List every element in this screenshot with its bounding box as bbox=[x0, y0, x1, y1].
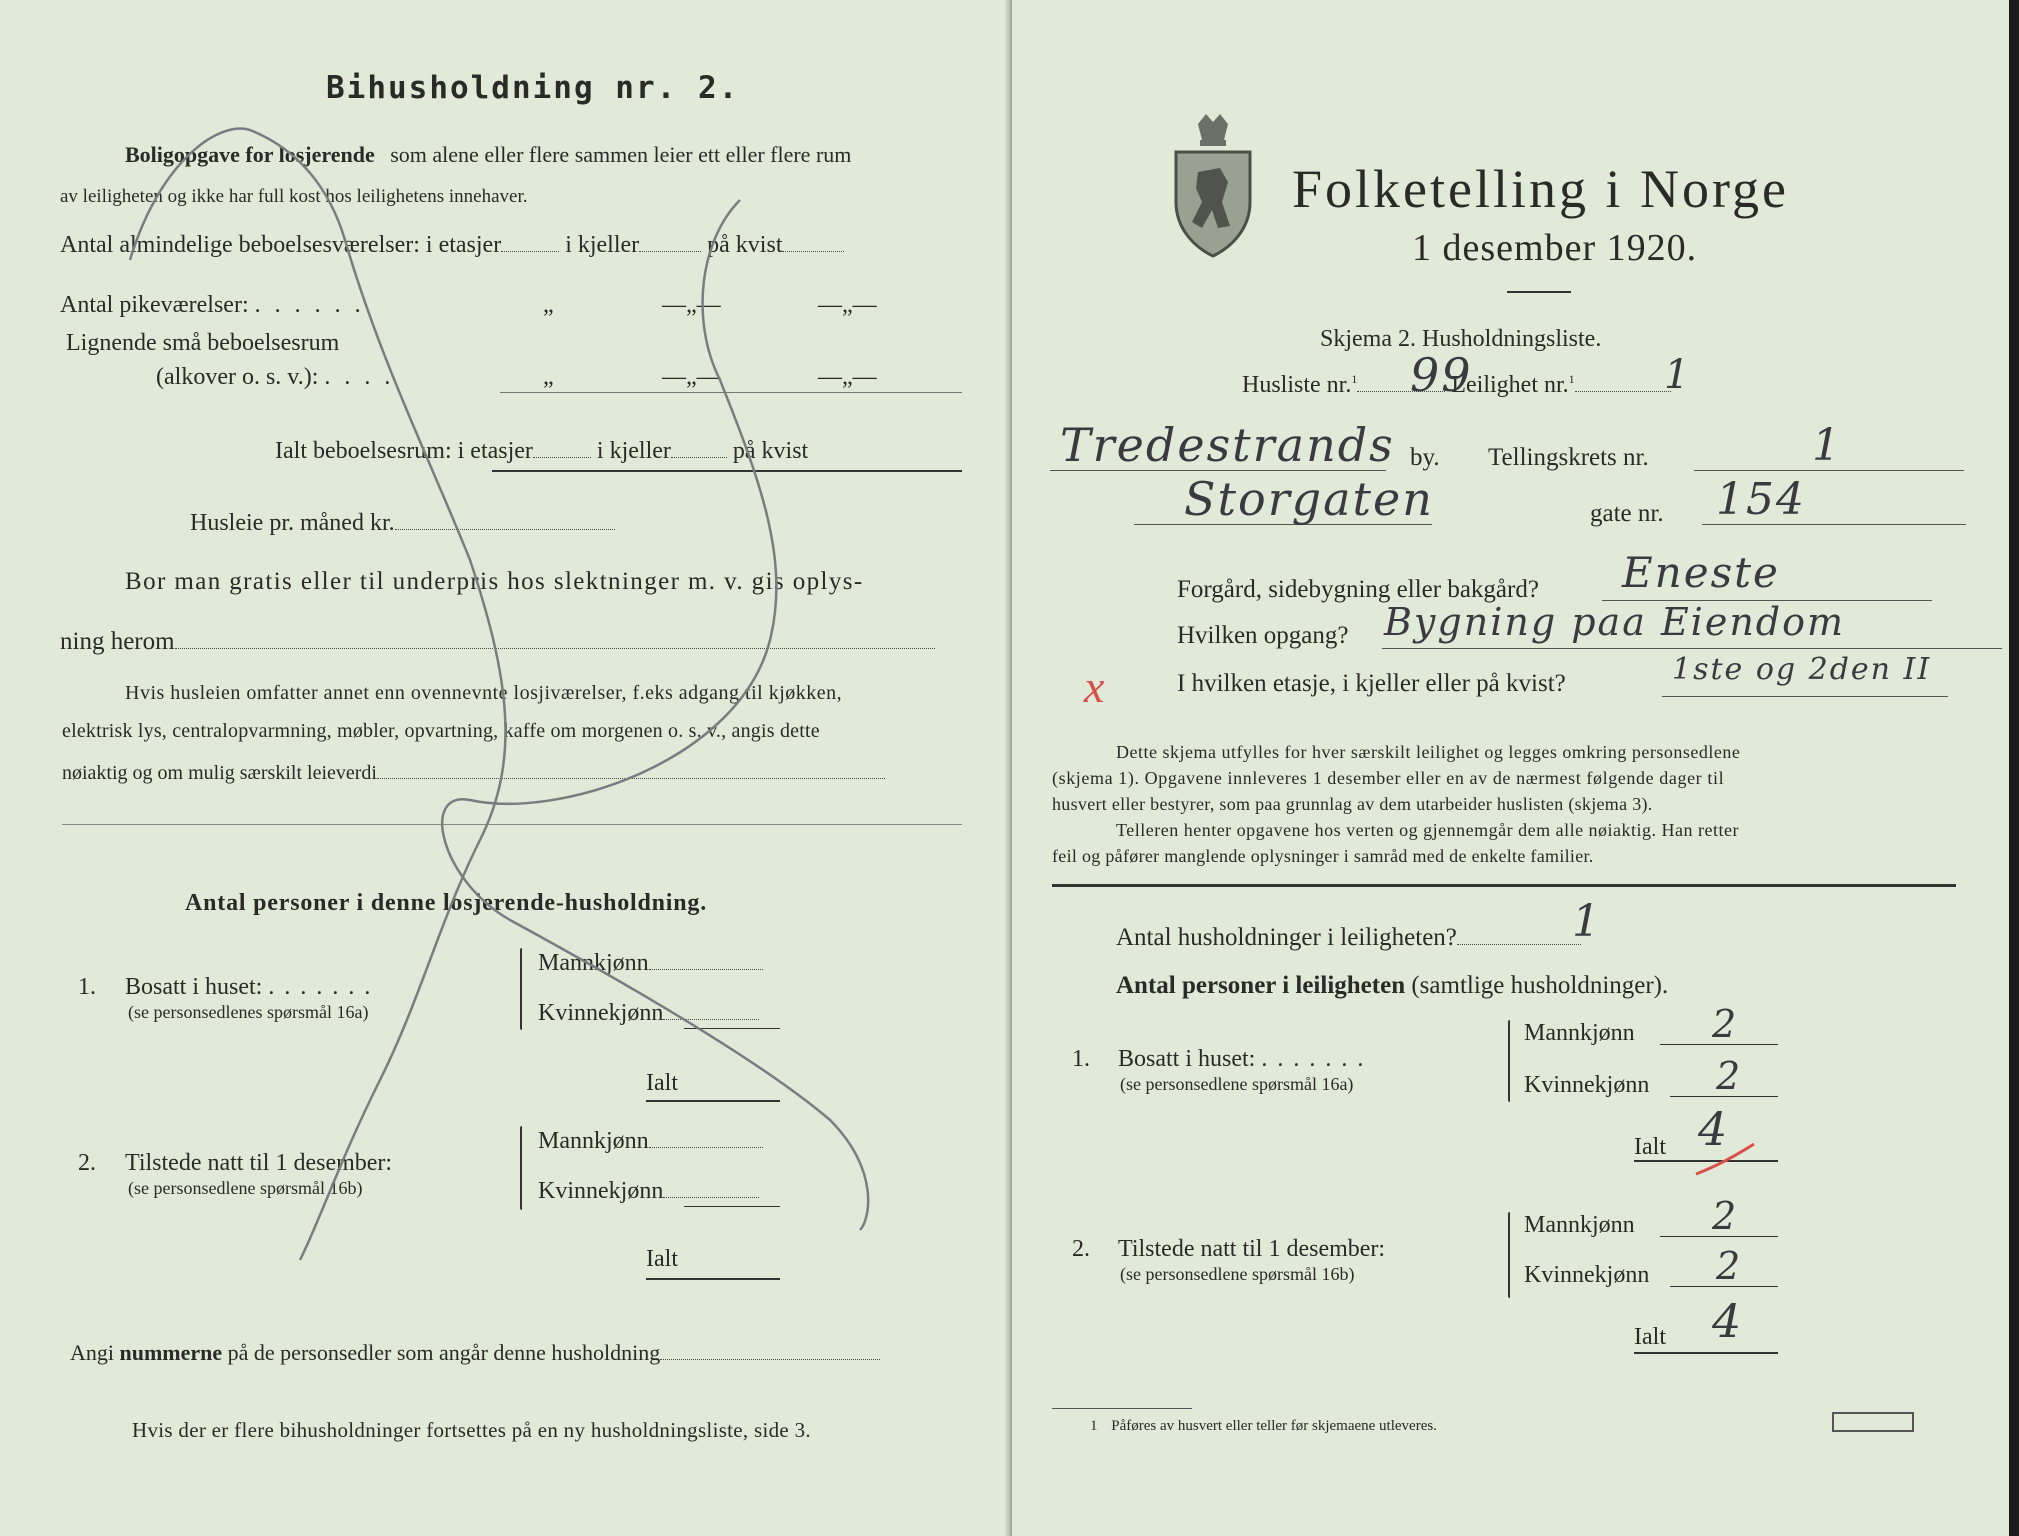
right-q1-female-value: 2 bbox=[1716, 1054, 1743, 1098]
right-q1-total-value: 4 bbox=[1698, 1102, 1730, 1156]
forgard-label: Forgård, sidebygning eller bakgård? bbox=[1177, 576, 1539, 603]
right-q2-label: Tilstede natt til 1 desember: bbox=[1118, 1236, 1386, 1262]
instruction-1: Dette skjema utfylles for hver særskilt leilighet og legges omkring personsedlene bbox=[1116, 742, 1741, 762]
right-q2-male-label: Mannkjønn bbox=[1524, 1212, 1635, 1238]
left-page bbox=[0, 0, 1008, 1536]
census-date: 1 desember 1920. bbox=[1412, 227, 1698, 269]
right-q2-female-label: Kvinnekjønn bbox=[1524, 1262, 1650, 1288]
pike-ditto-mark-1: —„— bbox=[662, 292, 721, 318]
schema-title: Skjema 2. Husholdningsliste. bbox=[1320, 326, 1602, 352]
right-page bbox=[1012, 0, 2019, 1536]
rooms-kvist-label: på kvist bbox=[707, 232, 783, 258]
ialt-kvist-label: på kvist bbox=[732, 438, 809, 464]
angi-post: på de personsedler som angår denne husholdning bbox=[227, 1340, 661, 1365]
instruction-3: husvert eller bestyrer, som paa grunnlag av dem utarbeider huslisten (skjema 3). bbox=[1052, 794, 1653, 814]
gratis-line-2: ning herom bbox=[60, 628, 175, 655]
right-q1-num: 1. bbox=[1072, 1046, 1090, 1072]
printer-stamp bbox=[1832, 1412, 1914, 1432]
gratis-line-1: Bor man gratis eller til underpris hos slektninger m. v. gis oplys- bbox=[125, 568, 864, 595]
right-q1-label: Bosatt i huset: bbox=[1118, 1046, 1256, 1072]
right-q1-total-label: Ialt bbox=[1634, 1134, 1666, 1160]
husholdninger-label: Antal husholdninger i leiligheten? bbox=[1116, 924, 1457, 951]
right-q1-sub: (se personsedlene spørsmål 16a) bbox=[1120, 1074, 1354, 1094]
persons-heading: Antal personer i denne losjerende-husholdning. bbox=[185, 890, 707, 916]
right-title: Folketelling i Norge bbox=[1292, 159, 1789, 219]
persons-row bbox=[1116, 972, 1668, 1000]
rent-label: Husleie pr. måned kr. bbox=[190, 510, 395, 536]
gate-label: gate nr. bbox=[1590, 500, 1664, 527]
small-rooms-label-1: Lignende små beboelsesrum bbox=[66, 330, 340, 356]
leilighet-value: 1 bbox=[1664, 352, 1692, 398]
coat-of-arms-icon bbox=[1168, 110, 1258, 260]
footnote-text: Påføres av husvert eller teller før skjemaene utleveres. bbox=[1111, 1418, 1437, 1434]
left-footer: Hvis der er flere bihusholdninger fortsettes på en ny husholdningsliste, side 3. bbox=[132, 1418, 811, 1442]
left-q1-num: 1. bbox=[78, 974, 96, 1000]
pike-ditto: „ bbox=[543, 292, 554, 318]
gate-value: 154 bbox=[1716, 474, 1806, 525]
left-title: Bihusholdning nr. 2. bbox=[326, 70, 740, 106]
opgang-label: Hvilken opgang? bbox=[1177, 622, 1349, 649]
right-q2-total-value: 4 bbox=[1712, 1294, 1744, 1348]
opgang-value: Bygning paa Eiendom bbox=[1384, 600, 1846, 644]
instruction-5: feil og påfører manglende oplysninger i samråd med de enkelte familier. bbox=[1052, 846, 1594, 866]
left-q2-female-label: Kvinnekjønn bbox=[538, 1178, 664, 1204]
intro-rest: som alene eller flere sammen leier ett eller flere rum bbox=[390, 142, 852, 167]
right-q2-total-label: Ialt bbox=[1634, 1324, 1666, 1350]
etasje-line bbox=[1662, 696, 1948, 697]
instructions-rule bbox=[1052, 884, 1956, 887]
husholdninger-field[interactable] bbox=[1457, 944, 1581, 945]
angi-pre: Angi bbox=[70, 1340, 114, 1365]
left-q1-sub: (se personsedlenes spørsmål 16a) bbox=[128, 1002, 369, 1022]
left-q1-male-label: Mannkjønn bbox=[538, 950, 649, 976]
right-q2-total-rule bbox=[1634, 1352, 1778, 1354]
small-ditto-mark-2: —„— bbox=[818, 364, 877, 390]
ialt-rooms-label: Ialt beboelsesrum: bbox=[275, 438, 452, 464]
leilighet-field[interactable] bbox=[1575, 391, 1671, 392]
left-q1-female-label: Kvinnekjønn bbox=[538, 1000, 664, 1026]
husholdninger-value: 1 bbox=[1572, 896, 1602, 947]
etasje-label: I hvilken etasje, i kjeller eller på kvist? bbox=[1177, 670, 1566, 697]
footnote-row bbox=[1090, 1418, 1437, 1435]
right-q2-num: 2. bbox=[1072, 1236, 1090, 1262]
ialt-kjeller-label: i kjeller bbox=[596, 438, 671, 464]
footnote-num: 1 bbox=[1090, 1418, 1098, 1434]
pencil-strokes bbox=[0, 0, 1008, 1536]
right-q2-brace bbox=[1508, 1212, 1510, 1298]
small-ditto: „ bbox=[543, 364, 554, 390]
right-q1-male-label: Mannkjønn bbox=[1524, 1020, 1635, 1046]
street-value: Storgaten bbox=[1184, 472, 1434, 526]
etasje-value: 1ste og 2den II bbox=[1672, 652, 1932, 687]
by-label: by. bbox=[1410, 444, 1440, 471]
krets-label: Tellingskrets nr. bbox=[1488, 444, 1649, 471]
pike-row: Antal pikeværelser: ...... bbox=[60, 292, 375, 318]
city-value: Tredestrands bbox=[1060, 418, 1395, 472]
right-q1-row: Bosatt i huset: ....... bbox=[1118, 1046, 1374, 1072]
pike-ditto-mark-2: —„— bbox=[818, 292, 877, 318]
angi-bold: nummerne bbox=[119, 1340, 223, 1365]
left-q1-label: Bosatt i huset: bbox=[125, 974, 263, 1000]
husholdninger-row bbox=[1116, 924, 1581, 952]
right-persons-bold: Antal personer i leiligheten bbox=[1116, 972, 1406, 999]
includes-line-3: nøiaktig og om mulig særskilt leieverdi bbox=[62, 762, 377, 784]
leilighet-sup: 1 bbox=[1568, 372, 1575, 386]
scan-edge bbox=[2009, 0, 2019, 1536]
left-q1-row: Bosatt i huset: ....... bbox=[125, 974, 381, 1000]
right-q2-sub: (se personsedlene spørsmål 16b) bbox=[1120, 1264, 1355, 1284]
pike-label: Antal pikeværelser: bbox=[60, 292, 249, 318]
intro-line-2: av leiligheten og ikke har full kost hos leilighetens innehaver. bbox=[60, 186, 528, 207]
krets-value: 1 bbox=[1812, 420, 1842, 471]
left-q1-total-label: Ialt bbox=[646, 1070, 678, 1096]
includes-line-2: elektrisk lys, centralopvarmning, møbler, opvartning, kaffe om morgenen o. s. v., angis dette bbox=[62, 720, 820, 742]
husliste-value: 99 bbox=[1410, 348, 1473, 402]
opgang-line bbox=[1382, 648, 2002, 649]
intro-bold: Boligopgave for losjerende bbox=[125, 142, 375, 167]
right-persons-rest: (samtlige husholdninger). bbox=[1411, 972, 1669, 999]
husliste-label: Husliste nr. bbox=[1242, 372, 1352, 398]
right-q2-male-value: 2 bbox=[1712, 1194, 1739, 1238]
red-check-mark: x bbox=[1084, 661, 1105, 712]
left-q2-total-label: Ialt bbox=[646, 1246, 678, 1272]
left-q2-num: 2. bbox=[78, 1150, 96, 1176]
right-q1-male-value: 2 bbox=[1712, 1002, 1739, 1046]
left-q2-sub: (se personsedlene spørsmål 16b) bbox=[128, 1178, 363, 1198]
date-underline bbox=[1507, 291, 1571, 293]
right-q1-brace bbox=[1508, 1020, 1510, 1102]
rooms-kjeller-label: i kjeller bbox=[565, 232, 640, 258]
small-rooms-row: (alkover o. s. v.): .... bbox=[156, 364, 405, 390]
right-q2-female-value: 2 bbox=[1716, 1244, 1743, 1288]
footnote-rule bbox=[1052, 1408, 1192, 1409]
forgard-value: Eneste bbox=[1622, 548, 1780, 597]
instruction-2: (skjema 1). Opgavene innleveres 1 desember eller en av de nærmest følgende dager til bbox=[1052, 768, 1725, 788]
right-q1-female-label: Kvinnekjønn bbox=[1524, 1072, 1650, 1098]
includes-line-1: Hvis husleien omfatter annet enn ovennevnte losjiværelser, f.eks adgang til kjøkken, bbox=[125, 682, 843, 704]
instruction-4: Telleren henter opgavene hos verten og gjennemgår dem alle nøiaktig. Han retter bbox=[1116, 820, 1740, 840]
left-q2-male-label: Mannkjønn bbox=[538, 1128, 649, 1154]
leilighet-label: Leilighet nr. bbox=[1451, 372, 1569, 398]
rooms-label: Antal almindelige beboelsesværelser: i etasjer bbox=[60, 232, 502, 258]
small-rooms-label-2: (alkover o. s. v.): bbox=[156, 364, 319, 390]
husliste-sup: 1 bbox=[1351, 372, 1358, 386]
red-correction-mark bbox=[1692, 1138, 1762, 1178]
ialt-etasjer-label: i etasjer bbox=[457, 438, 533, 464]
small-ditto-mark-1: —„— bbox=[662, 364, 721, 390]
left-q2-label: Tilstede natt til 1 desember: bbox=[125, 1150, 393, 1176]
